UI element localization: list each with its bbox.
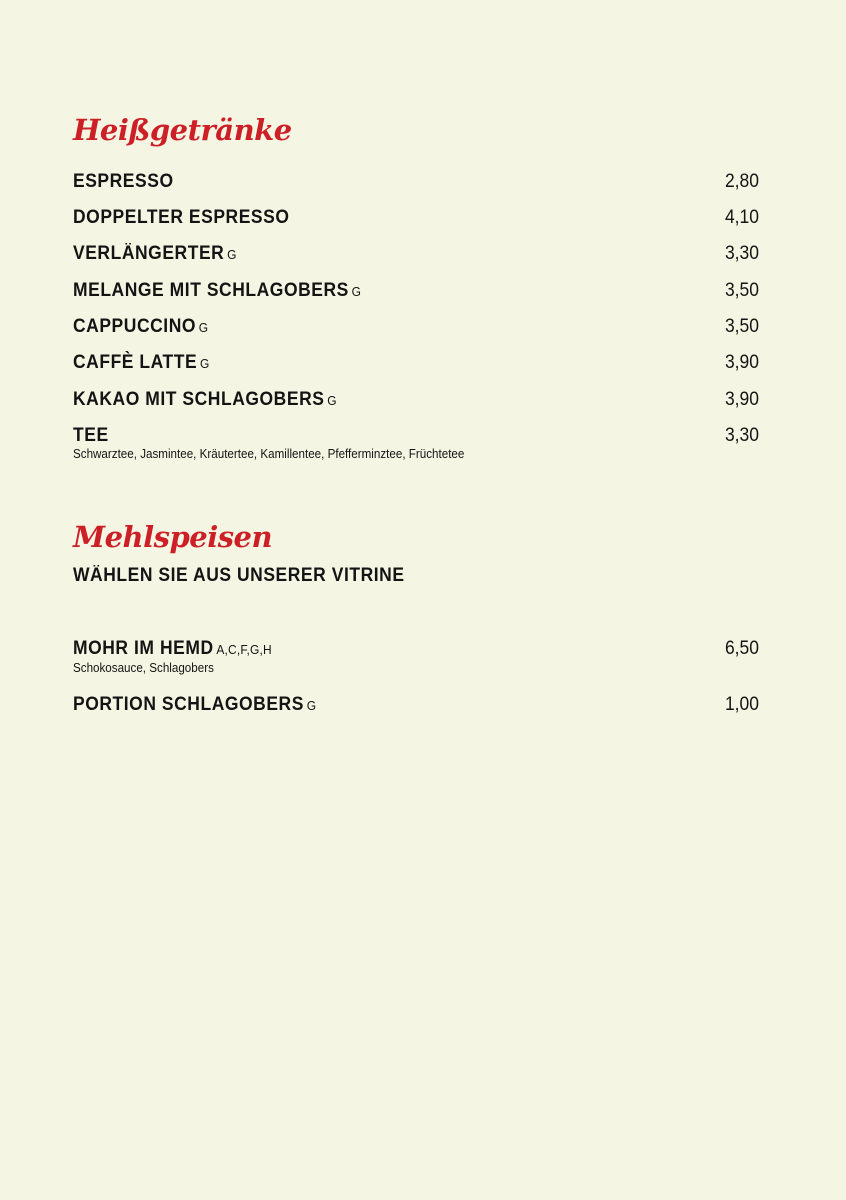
item-name: KAKAO MIT SCHLAGOBERS G bbox=[73, 389, 337, 410]
item-name: CAFFÈ LATTE G bbox=[73, 352, 210, 373]
item-description: Schwarztee, Jasmintee, Kräutertee, Kamillentee, Pfefferminztee, Früchtetee bbox=[73, 447, 465, 461]
section-subtitle-pastries bbox=[73, 564, 433, 588]
item-price: 3,30 bbox=[724, 243, 759, 264]
item-price: 3,50 bbox=[724, 280, 759, 301]
menu-item-mohr-im-hemd bbox=[73, 637, 759, 676]
item-name: MOHR IM HEMD A,C,F,G,H bbox=[73, 638, 272, 659]
item-price: 6,50 bbox=[724, 638, 759, 659]
menu-item-caffe-latte bbox=[73, 351, 759, 376]
item-price: 3,90 bbox=[724, 352, 759, 373]
item-name: CAPPUCCINO G bbox=[73, 316, 209, 337]
item-price: 4,10 bbox=[724, 207, 759, 228]
menu-item-doppelter-espresso bbox=[73, 206, 759, 230]
section-hot-drinks bbox=[73, 113, 759, 461]
item-price: 3,30 bbox=[724, 425, 759, 446]
section-pastries bbox=[73, 520, 759, 715]
allergen-code: A,C,F,G,H bbox=[216, 642, 272, 657]
section-title-pastries: Mehlspeisen bbox=[73, 520, 273, 554]
menu-item-espresso bbox=[73, 170, 759, 194]
item-name: VERLÄNGERTER G bbox=[73, 243, 237, 264]
subtitle-text: WÄHLEN SIE AUS UNSERER VITRINE bbox=[73, 565, 405, 586]
section-title-hot-drinks: Heißgetränke bbox=[73, 113, 292, 147]
allergen-code: G bbox=[351, 284, 362, 299]
allergen-code: G bbox=[227, 247, 237, 262]
item-name: TEE bbox=[73, 425, 109, 446]
item-name: ESPRESSO bbox=[73, 171, 174, 192]
menu-item-melange bbox=[73, 279, 759, 304]
item-name: PORTION SCHLAGOBERS G bbox=[73, 694, 317, 715]
allergen-code: G bbox=[327, 393, 337, 408]
item-price: 2,80 bbox=[724, 171, 759, 192]
item-price: 3,90 bbox=[724, 389, 759, 410]
item-name: MELANGE MIT SCHLAGOBERS G bbox=[73, 280, 362, 301]
menu-item-cappuccino bbox=[73, 315, 759, 340]
allergen-code: G bbox=[199, 356, 210, 371]
allergen-code: G bbox=[306, 698, 317, 713]
item-description: Schokosauce, Schlagobers bbox=[73, 661, 214, 675]
item-price: 3,50 bbox=[724, 316, 759, 337]
item-price: 1,00 bbox=[724, 694, 759, 715]
menu-item-tee bbox=[73, 424, 759, 462]
menu-item-verlaengerter bbox=[73, 242, 759, 267]
item-name: DOPPELTER ESPRESSO bbox=[73, 207, 290, 228]
allergen-code: G bbox=[198, 320, 209, 335]
menu-item-portion-schlagobers bbox=[73, 693, 759, 718]
menu-item-kakao bbox=[73, 388, 759, 413]
